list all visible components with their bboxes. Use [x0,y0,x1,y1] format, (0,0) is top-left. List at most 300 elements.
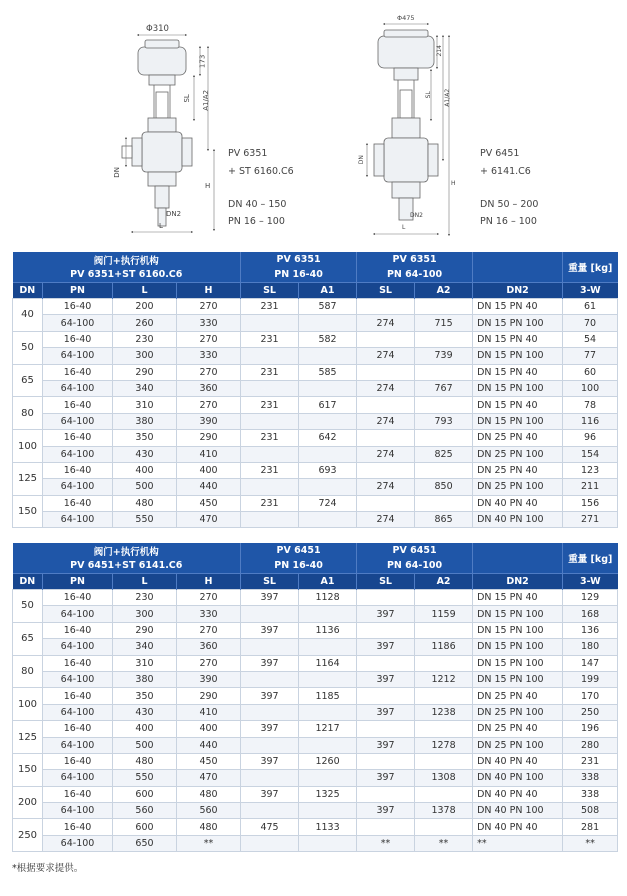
table-cell: 129 [563,590,618,606]
table-cell [415,590,473,606]
table-cell: DN 15 PN 40 [473,590,563,606]
table-cell: 500 [113,479,177,495]
dim-diameter-left: Φ310 [146,24,169,34]
table-cell: 274 [357,413,415,429]
dn-cell: 65 [13,622,43,655]
col-pn: PN [43,283,113,299]
table-cell: 136 [563,622,618,638]
table-cell: 274 [357,446,415,462]
table-cell [357,753,415,769]
dim-l-left: L [159,222,163,230]
table-cell [357,364,415,380]
table-cell: 450 [177,753,241,769]
table-cell: 230 [113,590,177,606]
table-cell [357,430,415,446]
table-cell: DN 40 PN 40 [473,753,563,769]
table-cell: ** [563,835,618,851]
dn-cell: 100 [13,688,43,721]
header-pn16-range: PN 16-40 [241,267,357,283]
header-pn16-model: PV 6351 [241,252,357,267]
table-row [13,413,618,429]
table-cell: 397 [241,590,299,606]
table-cell [299,315,357,331]
table-cell: 300 [113,606,177,622]
table-row [13,786,618,802]
table-cell: DN 25 PN 40 [473,462,563,478]
table-cell: 397 [241,753,299,769]
dn-cell: 50 [13,590,43,623]
table-cell: 116 [563,413,618,429]
table-cell [299,639,357,655]
header-pn64-model: PV 6451 [357,543,473,558]
table-cell: 470 [177,512,241,528]
table-cell: 16-40 [43,819,113,835]
table-cell [299,835,357,851]
table-cell: DN 25 PN 100 [473,446,563,462]
caption-left-model: PV 6351 [228,148,268,159]
table-cell: 400 [177,462,241,478]
table-cell: 290 [113,364,177,380]
table-cell: 330 [177,606,241,622]
header-pn64-model: PV 6351 [357,252,473,267]
table-cell: DN 15 PN 100 [473,622,563,638]
table-cell: 290 [113,622,177,638]
table-cell [299,413,357,429]
table-cell: 330 [177,348,241,364]
column-headers [13,283,618,299]
table-cell: 64-100 [43,315,113,331]
table-cell: 1308 [415,770,473,786]
table-cell [299,348,357,364]
table-cell: DN 40 PN 40 [473,819,563,835]
table-body [13,299,618,528]
dn-cell: 65 [13,364,43,397]
dn-cell: 250 [13,819,43,852]
table-cell [241,803,299,819]
table-row [13,704,618,720]
caption-right-pn: PN 16 – 100 [480,216,537,227]
table-cell: 64-100 [43,380,113,396]
table-row [13,479,618,495]
table-cell: 440 [177,479,241,495]
table-cell: 1325 [299,786,357,802]
table-cell [415,397,473,413]
table-cell: 231 [241,364,299,380]
table-cell: DN 15 PN 100 [473,671,563,687]
table-cell: 16-40 [43,462,113,478]
table-cell: 397 [241,622,299,638]
dn-cell: 150 [13,495,43,528]
table-cell [357,622,415,638]
table-cell: 64-100 [43,671,113,687]
table-cell: 330 [177,315,241,331]
dim-214: 214 [435,45,443,57]
table-cell: ** [415,835,473,851]
table-cell: 310 [113,655,177,671]
header-weight: 重量 [kg] [563,252,618,283]
table-cell: 270 [177,622,241,638]
table-cell [357,299,415,315]
table-cell [357,495,415,511]
table-cell: 1378 [415,803,473,819]
table-cell: 410 [177,446,241,462]
table-cell: 231 [241,495,299,511]
table-cell: 480 [113,495,177,511]
table-cell [299,803,357,819]
table-cell: DN 40 PN 100 [473,803,563,819]
table-cell: 290 [177,430,241,446]
dim-dn-left: DN [112,167,121,178]
table-cell: 270 [177,299,241,315]
table-cell [357,655,415,671]
table-cell: 64-100 [43,512,113,528]
table-cell: 200 [113,299,177,315]
table-cell: 500 [113,737,177,753]
table-cell: 231 [241,462,299,478]
table-cell: 231 [563,753,618,769]
table-cell: DN 40 PN 100 [473,770,563,786]
table-cell: 397 [357,803,415,819]
table-body [13,590,618,852]
table-cell: 77 [563,348,618,364]
diagrams-area [0,0,627,245]
table-cell: 650 [113,835,177,851]
table-cell [241,770,299,786]
table-row [13,688,618,704]
col-l: L [113,283,177,299]
table-cell: DN 25 PN 40 [473,721,563,737]
column-headers [13,574,618,590]
table-cell: 211 [563,479,618,495]
table-cell: DN 15 PN 40 [473,331,563,347]
caption-left-dn: DN 40 – 150 [228,199,287,210]
table-cell: 16-40 [43,786,113,802]
table-cell: 16-40 [43,590,113,606]
col-sl-2: SL [357,283,415,299]
dn-cell: 50 [13,331,43,364]
table-cell: 397 [241,688,299,704]
table-cell: 397 [357,606,415,622]
table-cell [357,688,415,704]
table-cell: 270 [177,364,241,380]
dim-a1a2-right: A1/A2 [444,88,452,107]
table-cell: 1128 [299,590,357,606]
table-row [13,606,618,622]
col-a2: A2 [415,283,473,299]
table-cell: 400 [177,721,241,737]
spec-table-pv6351 [12,252,618,528]
table-cell: 340 [113,639,177,655]
table-row [13,397,618,413]
table-cell: 96 [563,430,618,446]
table-row [13,446,618,462]
table-row [13,835,618,851]
table-cell: 587 [299,299,357,315]
table-cell [415,753,473,769]
table-cell [299,380,357,396]
table-cell [241,512,299,528]
header-pn16-range: PN 16-40 [241,558,357,574]
table-cell: 350 [113,688,177,704]
table-cell: 64-100 [43,479,113,495]
table-cell: 270 [177,397,241,413]
table-cell: 231 [241,430,299,446]
table-cell: 360 [177,380,241,396]
table-cell [241,348,299,364]
table-cell: 600 [113,786,177,802]
table-row [13,462,618,478]
table-cell: 397 [241,721,299,737]
table-cell: 793 [415,413,473,429]
table-cell [241,639,299,655]
dn-cell: 200 [13,786,43,819]
table-row [13,639,618,655]
table-cell: DN 25 PN 100 [473,704,563,720]
dim-dn2-right: DN2 [410,212,423,219]
table-cell [241,835,299,851]
dn-cell: 100 [13,430,43,463]
table-cell: 582 [299,331,357,347]
table-cell: 1186 [415,639,473,655]
table-cell: 231 [241,331,299,347]
header-pn64-range: PN 64-100 [357,558,473,574]
table-cell: DN 15 PN 100 [473,348,563,364]
table-cell: 397 [357,639,415,655]
table-cell: 430 [113,446,177,462]
table-cell: 360 [177,639,241,655]
table-cell: 480 [177,819,241,835]
table-cell: 60 [563,364,618,380]
table-cell [299,737,357,753]
table-cell: 64-100 [43,770,113,786]
table-cell: 61 [563,299,618,315]
table-cell [241,380,299,396]
table-cell: 480 [113,753,177,769]
table-cell: 767 [415,380,473,396]
col-l: L [113,574,177,590]
table-cell: 78 [563,397,618,413]
footnote: *根据要求提供。 [12,863,84,874]
table-cell: 16-40 [43,688,113,704]
table-cell [299,671,357,687]
dim-dn-right: DN [357,155,365,165]
table-cell: 231 [241,397,299,413]
table-cell [415,462,473,478]
table-cell: 300 [113,348,177,364]
table-row [13,495,618,511]
table-cell: 260 [113,315,177,331]
table-cell: 350 [113,430,177,446]
table-cell: DN 40 PN 40 [473,786,563,802]
table-cell: 64-100 [43,606,113,622]
table-cell [415,495,473,511]
col-pn: PN [43,574,113,590]
table-cell: 64-100 [43,413,113,429]
table-cell: 281 [563,819,618,835]
table-cell: 16-40 [43,331,113,347]
table-cell: 274 [357,512,415,528]
table-row [13,348,618,364]
table-cell: DN 15 PN 40 [473,397,563,413]
table-row [13,331,618,347]
table-cell: 16-40 [43,622,113,638]
dim-diameter-right: Φ475 [397,14,415,22]
dim-h-right: H [451,180,456,187]
table-cell: DN 25 PN 40 [473,430,563,446]
table-cell: 274 [357,315,415,331]
table-cell: 16-40 [43,364,113,380]
table-row [13,622,618,638]
table-cell: 271 [563,512,618,528]
table-cell: 390 [177,413,241,429]
table-cell: 715 [415,315,473,331]
table-cell: 64-100 [43,835,113,851]
col-3w: 3-W [563,574,618,590]
table-row [13,737,618,753]
table-cell: 180 [563,639,618,655]
table-cell [415,331,473,347]
table-cell: 290 [177,688,241,704]
table-cell: 693 [299,462,357,478]
table-cell [299,479,357,495]
table-cell: 470 [177,770,241,786]
table-cell: 170 [563,688,618,704]
table-cell: 154 [563,446,618,462]
dn-cell: 40 [13,299,43,332]
table-cell: 825 [415,446,473,462]
table-cell: 397 [241,786,299,802]
table-cell [299,512,357,528]
table-cell [415,299,473,315]
col-dn: DN [13,283,43,299]
table-cell: ** [357,835,415,851]
table-row [13,819,618,835]
table-cell: 16-40 [43,495,113,511]
table-cell: 196 [563,721,618,737]
table-cell: 270 [177,331,241,347]
table-cell: DN 15 PN 100 [473,413,563,429]
header-weight: 重量 [kg] [563,543,618,574]
caption-right-actuator: + 6141.C6 [480,166,531,177]
table-cell [299,606,357,622]
table-cell: 199 [563,671,618,687]
table-cell: 230 [113,331,177,347]
caption-left-actuator: + ST 6160.C6 [228,166,294,177]
table-cell [357,721,415,737]
dn-cell: 125 [13,721,43,754]
table-cell: 550 [113,512,177,528]
table-cell: DN 15 PN 40 [473,299,563,315]
table-cell: DN 15 PN 40 [473,364,563,380]
table-cell: 64-100 [43,737,113,753]
table-row [13,671,618,687]
table-row [13,380,618,396]
header-valve-actuator: 阀门+执行机构 [13,543,241,558]
table-cell [241,671,299,687]
table-cell: DN 15 PN 100 [473,655,563,671]
table-cell [241,704,299,720]
table-cell [357,331,415,347]
table-cell: 338 [563,786,618,802]
table-cell: 642 [299,430,357,446]
table-row [13,364,618,380]
spec-table-pv6451 [12,543,618,852]
table-cell: 16-40 [43,753,113,769]
table-cell: 585 [299,364,357,380]
table-cell: 1159 [415,606,473,622]
table-cell [357,786,415,802]
col-a1: A1 [299,574,357,590]
table-cell [241,446,299,462]
table-row [13,512,618,528]
table-cell: 560 [113,803,177,819]
table-cell: 380 [113,413,177,429]
table-cell: 1217 [299,721,357,737]
table-cell: 274 [357,348,415,364]
table-cell: DN 15 PN 100 [473,606,563,622]
table-cell: 865 [415,512,473,528]
table-cell: 338 [563,770,618,786]
table-cell: 231 [241,299,299,315]
table-cell: 64-100 [43,803,113,819]
col-dn2: DN2 [473,283,563,299]
table-row [13,299,618,315]
col-a1: A1 [299,283,357,299]
header-pn16-model: PV 6451 [241,543,357,558]
table-cell [415,786,473,802]
table-cell: 274 [357,479,415,495]
caption-right-dn: DN 50 – 200 [480,199,539,210]
header-pn64-range: PN 64-100 [357,267,473,283]
table-cell [241,606,299,622]
table-cell: 16-40 [43,299,113,315]
table-cell: 1238 [415,704,473,720]
dn-cell: 80 [13,397,43,430]
table-cell: 274 [357,380,415,396]
table-cell: 1185 [299,688,357,704]
table-cell: 1212 [415,671,473,687]
table-cell [241,479,299,495]
table-cell: 54 [563,331,618,347]
table-cell [415,819,473,835]
table-cell: DN 15 PN 100 [473,315,563,331]
table-cell: 70 [563,315,618,331]
table-cell [241,413,299,429]
table-cell: 430 [113,704,177,720]
table-cell: 280 [563,737,618,753]
table-cell: 850 [415,479,473,495]
table-cell: DN 25 PN 100 [473,479,563,495]
table-cell [241,315,299,331]
col-dn: DN [13,574,43,590]
table-cell: DN 40 PN 100 [473,512,563,528]
table-cell: 270 [177,655,241,671]
table-cell [299,770,357,786]
header-valve-actuator: 阀门+执行机构 [13,252,241,267]
table-cell: 250 [563,704,618,720]
dim-173: 173 [198,54,207,69]
table-row [13,315,618,331]
table-cell: 16-40 [43,430,113,446]
table-cell: 168 [563,606,618,622]
table-cell: 397 [357,671,415,687]
table-row [13,655,618,671]
table-cell [299,704,357,720]
table-cell: 310 [113,397,177,413]
table-row [13,753,618,769]
table-row [13,590,618,606]
dn-cell: 125 [13,462,43,495]
